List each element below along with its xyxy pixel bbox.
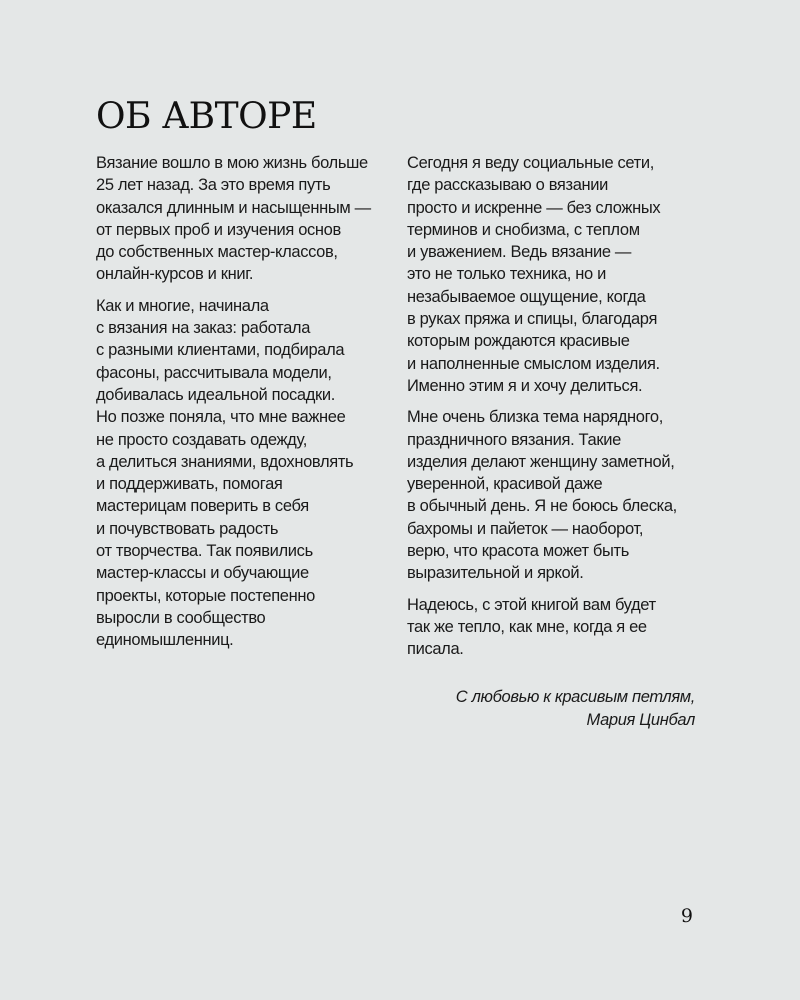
text-line: верю, что красота может быть (407, 542, 629, 561)
signature-line: С любовью к красивым петлям, (455, 688, 695, 706)
text-line: это не только техника, но и (407, 265, 606, 284)
paragraph (407, 152, 707, 397)
text-line: Сегодня я веду социальные сети, (407, 154, 654, 172)
text-line: просто и искренне — без сложных (407, 198, 661, 217)
text-line: выразительной и яркой. (407, 564, 584, 583)
text-line: Именно этим я и хочу делиться. (407, 376, 643, 395)
text-line: терминов и снобизма, с теплом (407, 220, 640, 239)
text-line: в руках пряжа и спицы, благодаря (407, 310, 658, 329)
text-line: уверенной, красивой даже (407, 475, 603, 494)
text-line: добивалась идеальной посадки. (96, 385, 336, 404)
text-line: с вязания на заказ: работала (96, 319, 311, 338)
text-line: мастерицам поверить в себя (96, 497, 309, 516)
right-text-column (407, 152, 707, 670)
text-line: Но позже поняла, что мне важнее (96, 408, 346, 427)
page-number: 9 (680, 905, 693, 927)
text-line: от творчества. Так появились (96, 542, 313, 561)
text-line: Как и многие, начинала (96, 296, 269, 315)
author-name: Мария Цинбал (586, 710, 695, 729)
paragraph (407, 594, 707, 661)
text-line: оказался длинным и насыщенным — (96, 198, 371, 217)
paragraph (407, 406, 707, 584)
text-line: в обычный день. Я не боюсь блеска, (407, 497, 677, 516)
left-text-column (96, 152, 396, 661)
author-signature (456, 686, 695, 731)
text-line: онлайн-курсов и книг. (96, 265, 254, 284)
text-line: проекты, которые постепенно (96, 586, 315, 605)
text-line: 25 лет назад. За это время путь (96, 176, 331, 195)
text-line: изделия делают женщину заметной, (407, 452, 675, 471)
text-line: и поддерживать, помогая (96, 475, 283, 494)
text-line: фасоны, рассчитывала модели, (96, 363, 332, 382)
text-line: а делиться знаниями, вдохновлять (96, 452, 354, 471)
paragraph (96, 295, 396, 652)
text-line: до собственных мастер-классов, (96, 243, 338, 262)
text-line: Надеюсь, с этой книгой вам будет (407, 595, 656, 614)
text-line: праздничного вязания. Такие (407, 430, 621, 449)
text-line: с разными клиентами, подбирала (96, 341, 345, 360)
text-line: от первых проб и изучения основ (96, 220, 341, 239)
paragraph (96, 152, 396, 286)
page-title: ОБ АВТОРЕ (96, 96, 317, 137)
text-line: писала. (407, 640, 464, 659)
text-line: Вязание вошло в мою жизнь больше (96, 154, 368, 172)
text-line: и наполненные смыслом изделия. (407, 354, 660, 373)
text-line: незабываемое ощущение, когда (407, 287, 646, 306)
text-line: мастер-классы и обучающие (96, 564, 309, 583)
text-line: бахромы и пайеток — наоборот, (407, 519, 644, 538)
text-line: которым рождаются красивые (407, 332, 630, 351)
text-line: где рассказываю о вязании (407, 176, 609, 195)
text-line: Мне очень близка тема нарядного, (407, 408, 663, 427)
text-line: не просто создавать одежду, (96, 430, 307, 449)
text-line: и уважением. Ведь вязание — (407, 243, 632, 262)
text-line: и почувствовать радость (96, 519, 279, 538)
text-line: так же тепло, как мне, когда я ее (407, 617, 647, 636)
text-line: единомышленниц. (96, 631, 234, 650)
text-line: выросли в сообщество (96, 608, 266, 627)
